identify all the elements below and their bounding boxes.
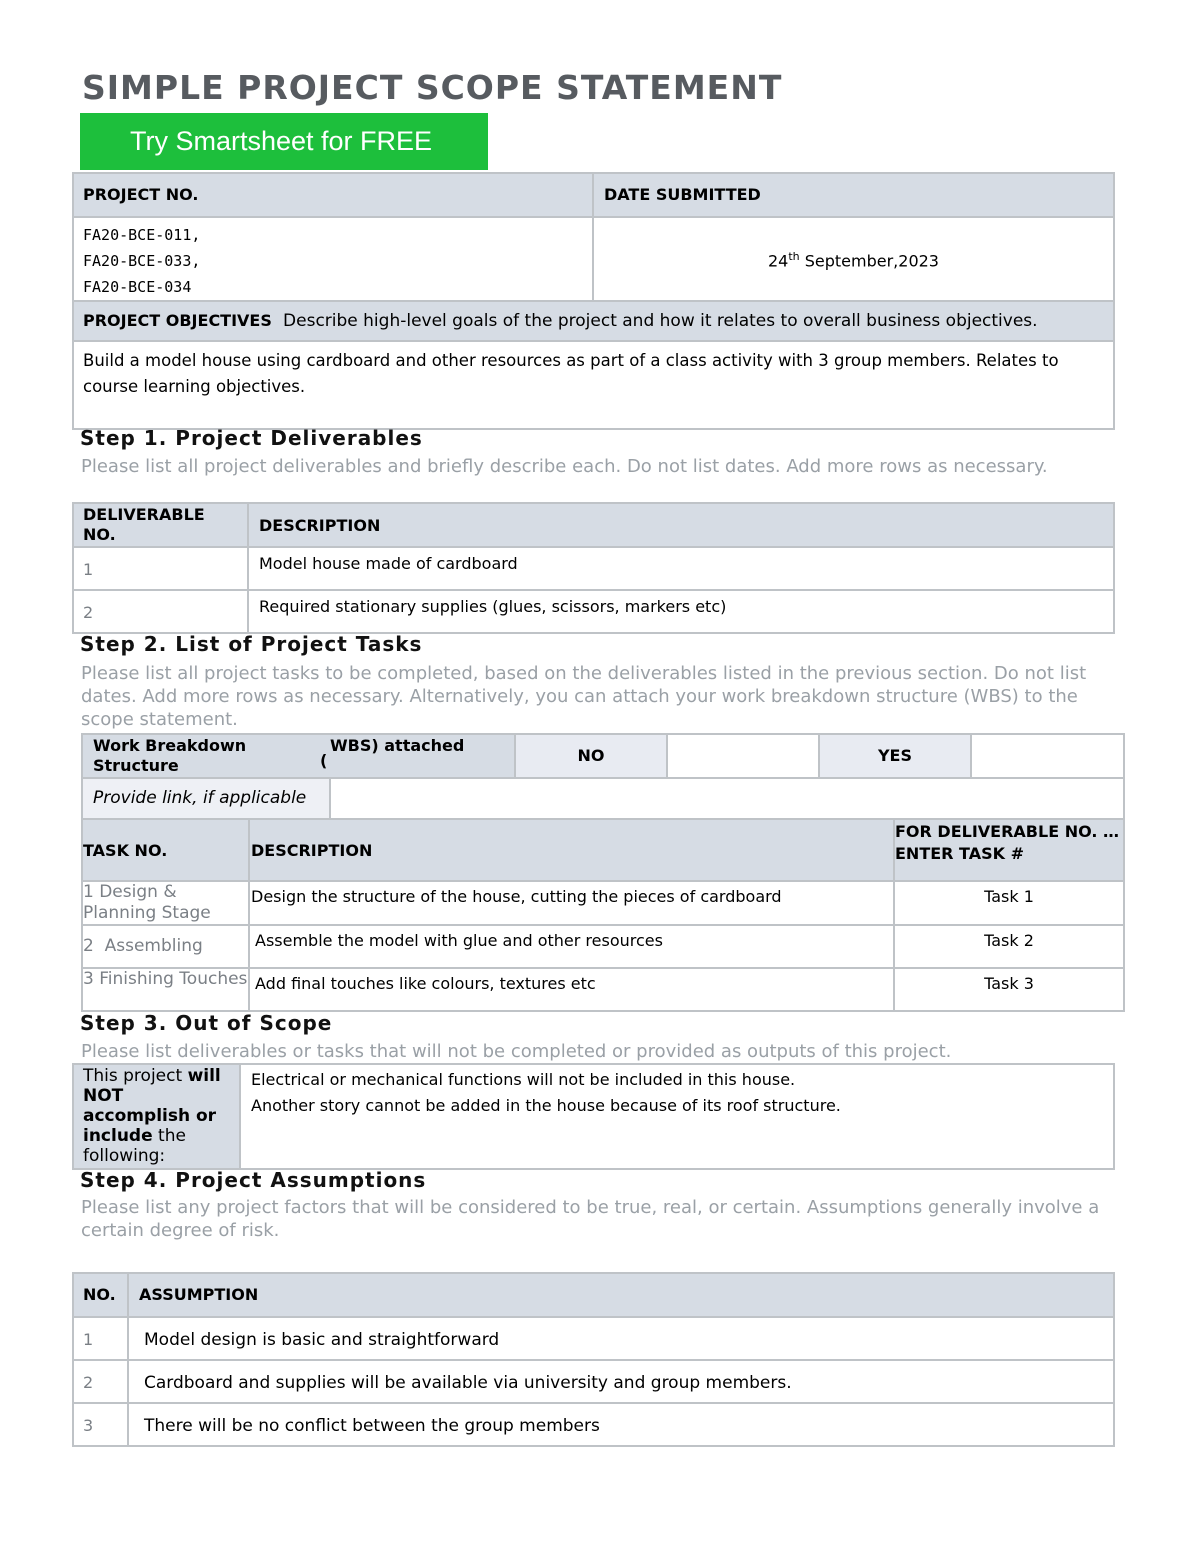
step3-heading: Step 3. Out of Scope bbox=[80, 1011, 333, 1035]
out-of-scope-line: Electrical or mechanical functions will not be included in this house. bbox=[251, 1070, 796, 1089]
deliverable-desc: Model house made of cardboard bbox=[248, 547, 1114, 590]
task-for: Task 3 bbox=[894, 968, 1124, 1011]
deliverable-desc-header: DESCRIPTION bbox=[248, 503, 1114, 547]
objectives-text: Build a model house using cardboard and other resources as part of a class activity with 3 group members. Relates to course learning objectives. bbox=[73, 341, 1114, 429]
table-row bbox=[82, 925, 1124, 968]
out-of-scope-table bbox=[72, 1063, 1115, 1170]
table-row bbox=[73, 1360, 1114, 1403]
task-no: 1 Design & Planning Stage bbox=[82, 881, 249, 925]
task-no: 2 Assembling bbox=[82, 925, 249, 968]
assumption-no: 2 bbox=[73, 1360, 128, 1403]
deliverable-no: 2 bbox=[73, 590, 248, 633]
try-smartsheet-button[interactable]: Try Smartsheet for FREE bbox=[80, 113, 488, 170]
assumption-text: Model design is basic and straightforward bbox=[128, 1317, 1114, 1360]
deliverable-no-header: DELIVERABLE NO. bbox=[73, 503, 248, 547]
wbs-link-input[interactable] bbox=[330, 778, 1124, 820]
table-row bbox=[73, 1317, 1114, 1360]
task-no: 3 Finishing Touches bbox=[82, 968, 249, 1011]
assumption-no: 1 bbox=[73, 1317, 128, 1360]
out-of-scope-text bbox=[240, 1064, 1114, 1169]
wbs-yes-checkbox[interactable] bbox=[971, 734, 1124, 778]
out-of-scope-label: This project will NOT accomplish or include the following: bbox=[73, 1064, 240, 1169]
objectives-description: Describe high-level goals of the project and how it relates to overall business objectives. bbox=[283, 311, 1038, 331]
objectives-label: PROJECT OBJECTIVES bbox=[83, 311, 272, 330]
objectives-header bbox=[73, 301, 1114, 341]
deliverable-no: 1 bbox=[73, 547, 248, 590]
project-no-header: PROJECT NO. bbox=[73, 173, 593, 217]
deliverable-desc: Required stationary supplies (glues, scissors, markers etc) bbox=[248, 590, 1114, 633]
table-row bbox=[73, 590, 1114, 633]
assumption-text: Cardboard and supplies will be available via university and group members. bbox=[128, 1360, 1114, 1403]
wbs-link-label: Provide link, if applicable bbox=[82, 778, 330, 820]
task-no-header: TASK NO. bbox=[82, 819, 249, 881]
table-row bbox=[73, 1403, 1114, 1446]
assumptions-table bbox=[72, 1272, 1115, 1447]
task-desc: Design the structure of the house, cutting the pieces of cardboard bbox=[249, 881, 894, 925]
assumption-no: 3 bbox=[73, 1403, 128, 1446]
step2-hint: Please list all project tasks to be completed, based on the deliverables listed in the previous section. Do not list dates. Add more rows as necessary. Alternatively, you can attach your work breakdown structure (WBS) to the scope statement. bbox=[81, 663, 1087, 730]
table-row bbox=[82, 968, 1124, 1011]
task-for: Task 1 bbox=[894, 881, 1124, 925]
step4-heading: Step 4. Project Assumptions bbox=[80, 1168, 427, 1192]
assumption-text: There will be no conflict between the group members bbox=[128, 1403, 1114, 1446]
task-for-header: FOR DELIVERABLE NO. … ENTER TASK # bbox=[894, 819, 1124, 881]
wbs-no-label: NO bbox=[515, 734, 667, 778]
table-row bbox=[73, 547, 1114, 590]
table-row bbox=[82, 881, 1124, 925]
step1-heading: Step 1. Project Deliverables bbox=[80, 426, 423, 450]
page-title: SIMPLE PROJECT SCOPE STATEMENT bbox=[82, 68, 783, 107]
task-desc: Assemble the model with glue and other resources bbox=[249, 925, 894, 968]
project-number: FA20-BCE-033, bbox=[83, 252, 201, 270]
wbs-yes-label: YES bbox=[819, 734, 971, 778]
date-submitted-value: 24th September,2023 bbox=[593, 217, 1114, 301]
tasks-table bbox=[81, 818, 1125, 1012]
wbs-label: Work Breakdown Structure ( WBS) attached bbox=[82, 734, 515, 778]
project-number: FA20-BCE-034 bbox=[83, 278, 192, 296]
project-number: FA20-BCE-011, bbox=[83, 226, 201, 244]
step3-hint: Please list deliverables or tasks that will not be completed or provided as outputs of this project. bbox=[81, 1041, 952, 1062]
task-for: Task 2 bbox=[894, 925, 1124, 968]
date-submitted-header: DATE SUBMITTED bbox=[593, 173, 1114, 217]
deliverables-table bbox=[72, 502, 1115, 634]
out-of-scope-line: Another story cannot be added in the house because of its roof structure. bbox=[251, 1096, 841, 1115]
step1-hint: Please list all project deliverables and briefly describe each. Do not list dates. Add more rows as necessary. bbox=[81, 456, 1048, 477]
task-desc: Add final touches like colours, textures etc bbox=[249, 968, 894, 1011]
wbs-no-checkbox[interactable] bbox=[667, 734, 819, 778]
assumption-no-header: NO. bbox=[73, 1273, 128, 1317]
assumption-header: ASSUMPTION bbox=[128, 1273, 1114, 1317]
task-desc-header: DESCRIPTION bbox=[249, 819, 894, 881]
wbs-table bbox=[81, 733, 1125, 821]
step4-hint: Please list any project factors that will be considered to be true, real, or certain. Assumptions generally involve a certain degree of risk. bbox=[81, 1197, 1100, 1241]
step2-heading: Step 2. List of Project Tasks bbox=[80, 632, 423, 656]
project-info-table bbox=[72, 172, 1115, 430]
project-numbers bbox=[73, 217, 593, 301]
